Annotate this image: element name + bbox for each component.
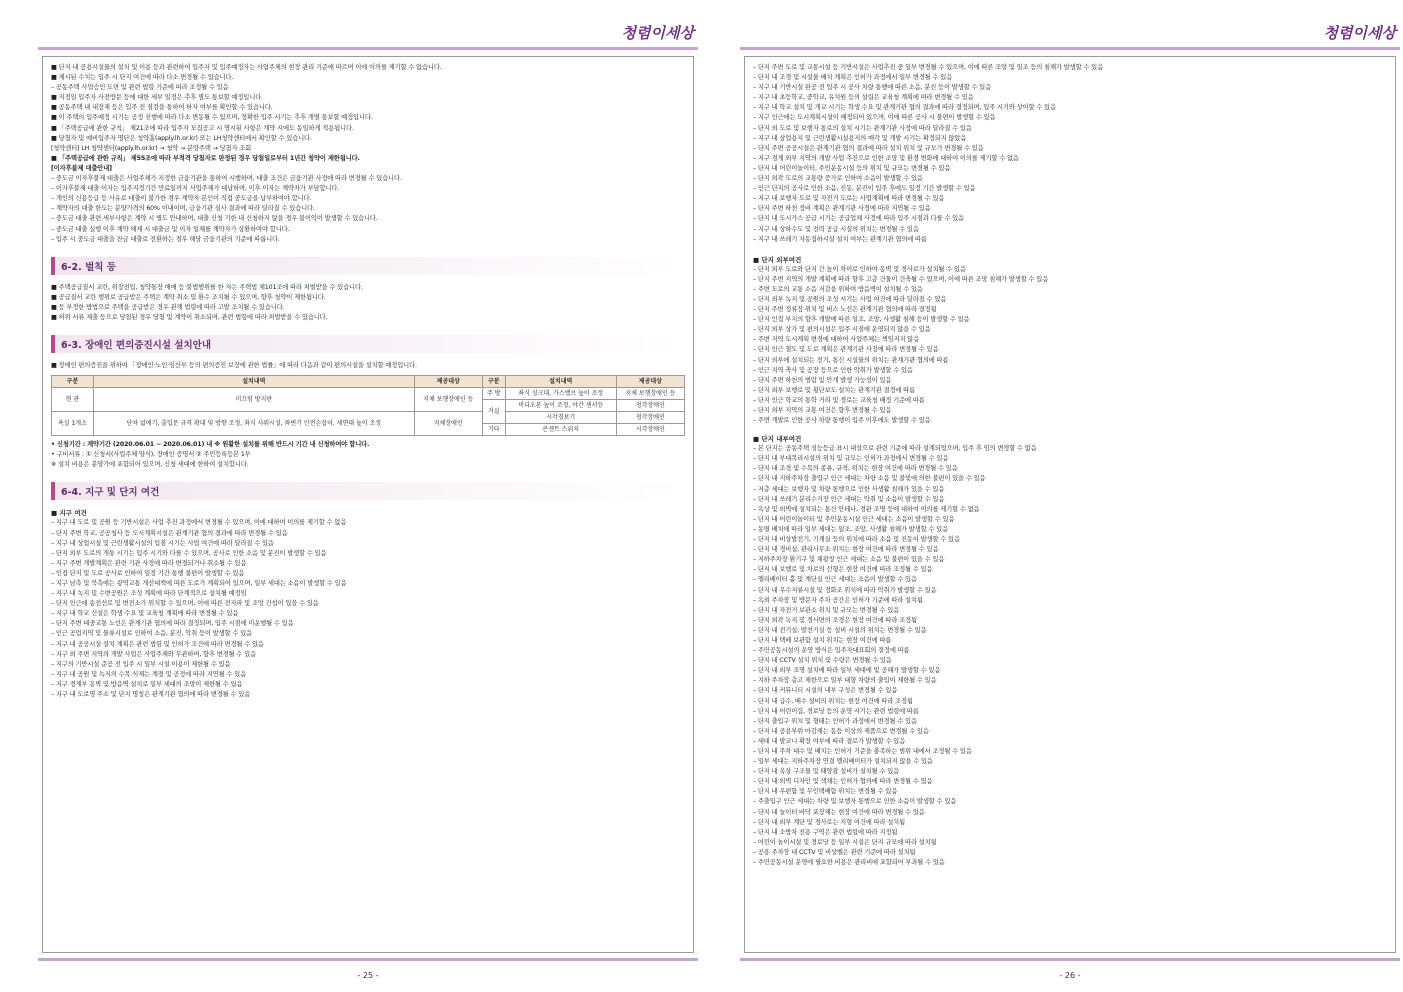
table-cell: 시각장애인 bbox=[616, 424, 684, 436]
list-item: – 단지 외곽 녹지 및 경사면의 조경은 현장 여건에 따라 조정됨 bbox=[753, 616, 917, 624]
list-item: – 단지 주변 하천 정비 계획은 관계기관 사정에 따라 지연될 수 있음 bbox=[753, 205, 931, 213]
facilities-table bbox=[51, 375, 685, 436]
list-item: – 단지 외 도로 및 보행자 통로의 설치 시기는 관계기관 사정에 따라 달라질 수 있음 bbox=[753, 124, 972, 132]
list-item: ■ 이 주택의 입주예정 시기는 공정 진행에 따라 다소 변동될 수 있으며, 정확한 입주 시기는 추후 개별 통보할 예정입니다. bbox=[51, 114, 373, 122]
list-item: – 단지 내 어린이놀이터, 주민운동시설 등의 위치 및 규모는 변경될 수 있음 bbox=[753, 164, 951, 172]
list-item: – 단지 내 주차 대수 및 배치는 인허가 기준을 충족하는 범위 내에서 조정될 수 있음 bbox=[753, 748, 972, 755]
list-item: – 주변 도로의 교통 소음 저감을 위하여 방음벽이 설치될 수 있음 bbox=[753, 285, 923, 293]
list-item: – 단지 외부 도로의 개통 시기는 입주 시기와 다를 수 있으며, 공사로 인한 소음 및 분진이 발생할 수 있음 bbox=[51, 549, 327, 557]
top-divider-left bbox=[38, 47, 698, 50]
list-item: – 동별 배치에 따라 일부 세대는 일조, 조망, 사생활 침해가 발생할 수 있음 bbox=[753, 525, 949, 533]
list-item: – 지구 내 공공시설 설치 계획은 관련 법령 및 인허가 조건에 따라 변경될 수 있음 bbox=[51, 640, 264, 648]
list-item: [이자후불제 대출안내] bbox=[51, 164, 112, 172]
table-cell: 지체 보행장애인 등 bbox=[616, 388, 684, 400]
list-item: – 지구 내 공원 및 녹지의 수목 식재는 계절 및 공정에 따라 지연될 수 있음 bbox=[51, 670, 247, 678]
list-item: – 일부 세대는 지하주차장 연결 엘리베이터가 설치되지 않을 수 있음 bbox=[753, 758, 933, 766]
list-item: – 단지 인접 부지의 향후 개발에 따른 일조, 조망, 사생활 침해 등이 발생할 수 있음 bbox=[753, 316, 970, 324]
disabled-notes bbox=[51, 440, 685, 470]
list-item: – 단지 내 부대복리시설의 위치 및 규모는 인허가 과정에서 변경될 수 있음 bbox=[753, 455, 949, 463]
list-item: – 단지 인근에 송전선로 및 변전소가 위치할 수 있으며, 이에 따른 전자파 및 조망 간섭이 있을 수 있음 bbox=[51, 600, 319, 608]
list-item: – 단지 주변 정류장 위치 및 버스 노선은 관계기관 협의에 따라 결정됨 bbox=[753, 306, 937, 314]
list-item: – 단지 외부에 설치되는 전기, 통신 시설물의 위치는 관계기관 협의에 따름 bbox=[753, 356, 949, 364]
list-item: – 단지 내 쓰레기 분리수거장 인근 세대는 악취 및 소음이 발생할 수 있음 bbox=[753, 495, 945, 503]
list-item: – 단지 내 자전거 보관소 위치 및 규모는 변경될 수 있음 bbox=[753, 606, 900, 614]
list-item: • 구비서류 : ① 신청서(사업주체 양식), 장애인 증명서 ② 주민등록등본 1부 bbox=[51, 451, 251, 459]
list-item: – 지구 외 주변 지역의 개발 사업은 사업주체와 무관하며, 향후 변경될 수 있음 bbox=[51, 650, 257, 658]
list-item: – 지구 인근에는 도시계획시설이 예정되어 있으며, 이에 따른 공사 시 불편이 발생할 수 있음 bbox=[753, 114, 996, 122]
table-cell: 주 방 bbox=[482, 388, 505, 400]
list-item: – 이자후불제 대출 이자는 입주지정기간 만료일까지 사업주체가 대납하며, 이후 이자는 계약자가 부담합니다. bbox=[51, 185, 340, 193]
list-item: – 공용 주차장 내 CCTV 및 비상벨은 관련 기준에 따라 설치됨 bbox=[753, 848, 916, 856]
list-item: – 계약자의 대출 한도는 분양가격의 60% 이내이며, 금융기관 심사 결과에 따라 달라질 수 있습니다. bbox=[51, 205, 315, 213]
list-item: – 세대 내 발코니 확장 여부에 따라 결로가 발생할 수 있음 bbox=[753, 737, 906, 745]
table-cell: 지체장애인 bbox=[414, 412, 482, 436]
bottom-divider-left bbox=[38, 958, 698, 961]
list-item: – 지구 내 녹지 및 수변공원은 조성 계획에 따라 단계적으로 설치될 예정임 bbox=[51, 590, 247, 598]
list-item: – 지구 내 학교 신설은 학생 수요 및 교육청 계획에 따라 변경될 수 있음 bbox=[51, 610, 239, 618]
page-number-left: - 25 - bbox=[357, 971, 379, 980]
list-item: – 단지 외곽 도로의 교통량 증가로 인하여 소음이 발생할 수 있음 bbox=[753, 175, 923, 183]
list-item: – 중도금 대출 관련 세부사항은 계약 시 별도 안내하며, 대출 신청 기한 내 신청하지 않을 경우 불이익이 발생할 수 있습니다. bbox=[51, 215, 378, 223]
right-page bbox=[740, 0, 1400, 992]
list-item: – 지하주차장 환기구 및 채광창 인근 세대는 소음 및 불편이 있을 수 있음 bbox=[753, 556, 945, 564]
disabled-lead bbox=[51, 361, 685, 371]
list-item: – 단지 외부 녹지 및 공원의 조성 시기는 사업 여건에 따라 달라질 수 있음 bbox=[753, 295, 947, 303]
list-item: – 지구 내 보행자 도로 및 자전거 도로는 사업계획에 따라 변경될 수 있음 bbox=[753, 195, 945, 203]
list-item: ■ 장애인 편의증진을 위하여 「장애인·노인·임산부 등의 편의증진 보장에 관한 법률」에 따라 다음과 같이 편의시설을 설치할 예정입니다. bbox=[51, 362, 417, 370]
list-item: – 단지 내 우수저류시설 및 정화조 위치에 따라 악취가 발생할 수 있음 bbox=[753, 586, 937, 594]
list-item: – 단지 내 소방차 전용 구역은 관련 법령에 따라 지정됨 bbox=[753, 828, 898, 836]
list-item: – 단지 내 외벽 디자인 및 색채는 인허가 협의에 따라 변경될 수 있음 bbox=[753, 778, 933, 786]
list-item: – 단지 내 택배 보관함 설치 위치는 현장 여건에 따름 bbox=[753, 636, 892, 644]
list-item: – 지구 내 도로명 주소 및 단지 명칭은 관계기관 협의에 따라 변경될 수 있음 bbox=[51, 691, 251, 699]
table-cell: 콘센트 스위치 bbox=[505, 424, 616, 436]
table-cell: 미끄럼 방지판 bbox=[93, 388, 414, 412]
list-item: – 단지 주변 도로 및 교통시설 등 기반시설은 사업추진 중 일부 변경될 수 있으며, 이에 따른 조망 및 일조 등의 침해가 발생할 수 있음 bbox=[753, 64, 1104, 71]
table-cell: 좌식 싱크대, 가스밸브 높이 조정 bbox=[505, 388, 616, 400]
list-item: – 지구 주변 개발계획은 관련 기관 사정에 따라 변경되거나 취소될 수 있음 bbox=[51, 559, 247, 567]
list-item: – 단지 외부 도로와 단지 간 높이 차이로 인하여 옹벽 및 경사로가 설치될 수 있음 bbox=[753, 265, 966, 273]
list-item: – 지구 내 학교 설치 및 개교 시기는 학생 수요 및 관계기관 협의 결과에 따라 결정되며, 입주 시기와 상이할 수 있음 bbox=[753, 104, 1056, 112]
list-item: – 단지 내 경비실, 관리사무소 위치는 현장 여건에 따라 변경될 수 있음 bbox=[753, 546, 939, 554]
list-item: – 인근 지역 축사 및 공장 등으로 인한 악취가 발생할 수 있음 bbox=[753, 366, 913, 374]
list-item: – 공동주택 사업승인 도면 및 관련 법령 기준에 따라 조정될 수 있음 bbox=[51, 84, 229, 92]
list-item: ■ 지정일 입주자 사전방문 등에 대한 세부 일정은 추후 별도 통보할 예정입니다. bbox=[51, 94, 263, 102]
list-item: – 지구 경계부 옹벽 및 방음벽 설치로 일부 세대의 조망이 제한될 수 있음 bbox=[51, 680, 243, 688]
list-item: – 옥외 주차장 및 방문자 주차 공간은 인허가 기준에 따라 설치됨 bbox=[753, 596, 923, 604]
list-item: – 단지 인근 철도 및 도로 계획은 관계기관 사정에 따라 변경될 수 있음 bbox=[753, 346, 939, 354]
table-header: 제공대상 bbox=[616, 376, 684, 388]
table-header: 설치내역 bbox=[505, 376, 616, 388]
exterior-list bbox=[753, 265, 1387, 427]
table-cell: 단차 없애기, 출입문 규격 확대 및 방향 조정, 좌식 샤워시설, 좌변기 안전손잡이, 세면대 높이 조정 bbox=[93, 412, 414, 436]
list-item: – 지구 내 기반시설 완공 전 입주 시 공사 차량 통행에 따른 소음, 분진 등이 발생할 수 있음 bbox=[753, 84, 992, 92]
list-item: – 인근 공업지역 및 물류시설로 인하여 소음, 분진, 악취 등이 발생할 수 있음 bbox=[51, 630, 252, 638]
list-item: – 단지 내 놀이터 바닥 포장재는 현장 여건에 따라 변경될 수 있음 bbox=[753, 808, 925, 816]
list-item: – 주출입구 인근 세대는 차량 및 보행자 통행으로 인한 소음이 발생할 수 있음 bbox=[753, 798, 957, 806]
table-cell: 비디오폰 높이 조정, 야간 센서등 bbox=[505, 400, 616, 412]
table-cell: 현 관 bbox=[52, 388, 94, 412]
table-cell: 욕실 1개소 bbox=[52, 412, 94, 436]
list-item: – 중도금 대출 실행 이후 계약 해제 시 대출금 및 이자 일체를 계약자가 상환하여야 합니다. bbox=[51, 225, 290, 233]
top-divider-right bbox=[740, 47, 1400, 50]
list-item: – 단지 주변 하천의 범람 및 안개 발생 가능성이 있음 bbox=[753, 376, 892, 384]
table-cell: 청각장애인 bbox=[616, 412, 684, 424]
table-header: 설치내역 bbox=[93, 376, 414, 388]
section-heading-penalty: 6-2. 벌칙 등 bbox=[51, 257, 685, 275]
list-item: – 주변 개발로 인한 공사 차량 통행이 입주 이후에도 발생할 수 있음 bbox=[753, 417, 931, 425]
table-header: 제공대상 bbox=[414, 376, 482, 388]
list-item: – 인접 단지 및 도로 공사로 인하여 일정 기간 통행 불편이 발생할 수 있음 bbox=[51, 569, 245, 577]
table-cell: 시각경보기 bbox=[505, 412, 616, 424]
list-item: – 단지 외부 지역의 교통 여건은 향후 변경될 수 있음 bbox=[753, 407, 892, 414]
list-item: – 옥상 및 외벽에 설치되는 통신 안테나, 경관 조명 등에 대하여 이의를 제기할 수 없음 bbox=[753, 505, 980, 513]
list-item: – 단지 내 비상발전기, 기계실 등의 위치에 따라 소음 및 진동이 발생할 수 있음 bbox=[753, 536, 960, 544]
exterior-subtitle: ■ 단지 외부여건 bbox=[753, 255, 802, 264]
list-item: – 저층 세대는 보행자 및 차량 통행으로 인한 사생활 침해가 있을 수 있음 bbox=[753, 485, 945, 493]
list-item: – 단지 주변 대중교통 노선은 관계기관 협의에 따라 결정되며, 입주 시점에 미운행될 수 있음 bbox=[51, 620, 294, 628]
list-item: ■ 공급질서 교란 행위로 공급받은 주택은 계약 취소 및 환수 조치될 수 있으며, 향후 청약이 제한됩니다. bbox=[51, 293, 326, 301]
list-item: – 단지 내 옥상 구조물 및 태양광 설비가 설치될 수 있음 bbox=[753, 768, 900, 776]
list-item: – 지구 내 상업용지 및 근린생활시설용지의 매각 및 개발 시기는 확정되지 않았음 bbox=[753, 134, 967, 142]
table-header-row bbox=[52, 376, 685, 388]
list-item: ■ 허위 서류 제출 등으로 당첨된 경우 당첨 및 계약이 취소되며, 관련 법령에 따라 처벌받을 수 있습니다. bbox=[51, 313, 328, 321]
table-header: 구분 bbox=[52, 376, 94, 388]
list-item: – 주변 지역 도시계획 변경에 대하여 사업주체는 책임지지 않음 bbox=[753, 336, 920, 344]
list-item: – 단지 주변 공공시설은 관계기관 협의 결과에 따라 설치 위치 및 규모가 변경될 수 있음 bbox=[753, 144, 984, 152]
list-item: ■ 「주택공급에 관한 규칙」 제21조에 따라 입주자 모집공고 시 명시된 사항은 계약 시에도 동일하게 적용됩니다. bbox=[51, 124, 354, 132]
list-item: – 단지 외부 상가 및 편의시설은 입주 시점에 운영되지 않을 수 있음 bbox=[753, 326, 931, 334]
list-item: – 단지 출입구 위치 및 형태는 인허가 과정에서 변경될 수 있음 bbox=[753, 717, 917, 725]
right-content-frame bbox=[744, 56, 1396, 953]
list-item: ■ 당첨자 및 예비입주자 명단은 청약홈(apply.lh.or.kr) 또는 LH청약센터에서 확인할 수 있습니다. bbox=[51, 134, 312, 142]
list-item: – 지구의 기반시설 준공 전 입주 시 일부 시설 이용이 제한될 수 있음 bbox=[51, 660, 231, 668]
list-item: – 단지 내 공용부위 마감재는 동등 이상의 제품으로 변경될 수 있음 bbox=[753, 727, 929, 735]
list-item: – 단지 내 커뮤니티 시설의 내부 구성은 변경될 수 있음 bbox=[753, 687, 898, 695]
list-item: – 단지 내 도시가스 공급 시기는 공급업체 사정에 따라 입주 시점과 다를 수 있음 bbox=[753, 215, 964, 223]
list-item: – 단지 내 지하주차장 출입구 인근 세대는 차량 소음 및 불빛에 의한 불편이 있을 수 있음 bbox=[753, 475, 986, 483]
list-item: – 단지 외부 보행로 및 횡단보도 설치는 관계기관 결정에 따름 bbox=[753, 386, 916, 394]
list-item: – 단지 내 우편함 및 무인택배함 위치는 변경될 수 있음 bbox=[753, 788, 898, 796]
list-item: ■ 제시된 수치는 입주 시 단지 여건에 따라 다소 변경될 수 있습니다. bbox=[51, 74, 234, 82]
list-item: – 입주 시 중도금 대출을 잔금 대출로 전환하는 경우 해당 금융기관의 기준에 따릅니다. bbox=[51, 235, 280, 243]
site-list bbox=[51, 518, 685, 700]
bottom-divider-right bbox=[740, 958, 1400, 961]
list-item: – 지구 내 초등학교, 중학교, 유치원 등의 설립은 교육청 계획에 따라 변경될 수 있음 bbox=[753, 94, 974, 102]
logo-left: 청렴이세상 bbox=[621, 24, 694, 42]
list-item: – 단지 내 외부 계단 및 경사로는 지형 여건에 따라 설치됨 bbox=[753, 818, 906, 826]
list-item: ■ 「주택공급에 관한 규칙」 제55조에 따라 부적격 당첨자로 판정된 경우 당첨일로부터 1년간 청약이 제한됩니다. bbox=[51, 154, 360, 162]
list-item: – 어린이 놀이시설 및 경로당 등 일부 시설은 단지 규모에 따라 설치됨 bbox=[753, 838, 937, 846]
list-item: – 주민공동시설 운영에 필요한 비용은 관리비에 포함되어 부과될 수 있음 bbox=[753, 859, 945, 867]
list-item: – 단지 내 전기실, 발전기실 등 설비 시설의 위치는 변경될 수 있음 bbox=[753, 626, 927, 634]
section-heading-disabled-facilities: 6-3. 장애인 편의증진시설 설치안내 bbox=[51, 335, 685, 353]
list-item: – 지하 주차장 층고 제한으로 일부 대형 차량의 출입이 제한될 수 있음 bbox=[753, 677, 937, 685]
list-item: – 지구 내 쓰레기 자동집하시설 설치 여부는 관계기관 협의에 따름 bbox=[753, 235, 927, 243]
list-item: ■ 주택공급질서 교란, 위장전입, 청약통장 매매 등 불법행위를 한 자는 주택법 제101조에 따라 처벌받을 수 있습니다. bbox=[51, 283, 363, 291]
list-item: • 신청기간 : 계약기간 (2020.06.01 ~ 2020.06.01) 내 ※ 원활한 설치를 위해 반드시 기간 내 신청하여야 합니다. bbox=[51, 441, 370, 449]
page-number-right: - 26 - bbox=[1059, 971, 1081, 980]
list-item: – 지구 내 도로 및 공원 등 기반시설은 사업 추진 과정에서 변경될 수 있으며, 이에 대하여 이의를 제기할 수 없음 bbox=[51, 519, 347, 527]
site-subtitle: ■ 지구 여건 bbox=[51, 509, 87, 518]
list-item: – 단지 내 급수, 배수 설비의 위치는 현장 여건에 따라 조정됨 bbox=[753, 697, 913, 705]
interior-subtitle: ■ 단지 내부여건 bbox=[753, 435, 802, 444]
list-item: – 본 단지는 공동주택 성능등급 표시 대상으로 관련 기준에 따라 설계되었으며, 입주 후 임의 변경할 수 없음 bbox=[753, 445, 1037, 453]
left-content-frame bbox=[42, 56, 694, 953]
table-row bbox=[52, 388, 685, 400]
list-item: – 단지 인근 학교의 통학 거리 및 경로는 교육청 배정 기준에 따름 bbox=[753, 396, 925, 404]
list-item: – 단지 내 조경 및 시설물 배치 계획은 인허가 과정에서 일부 변경될 수 있음 bbox=[753, 74, 953, 82]
list-item: – 단지 주변 학교, 공공청사 등 도시계획시설은 관계기관 협의 결과에 따라 변경될 수 있음 bbox=[51, 529, 288, 537]
site-list-continued bbox=[753, 63, 1387, 245]
list-item: – 지구 남측 및 북측에는 광역교통 개선대책에 따른 도로가 계획되어 있으며, 일부 세대는 소음이 발생할 수 있음 bbox=[51, 580, 347, 587]
table-header: 구분 bbox=[482, 376, 505, 388]
table-cell: 청각장애인 bbox=[616, 400, 684, 412]
list-item: – 단지 내 CCTV 설치 위치 및 수량은 변경될 수 있음 bbox=[753, 657, 892, 665]
list-item: – 단지 내 조경 및 수목의 종류, 규격, 위치는 현장 여건에 따라 변경될 수 있음 bbox=[753, 465, 958, 473]
penalty-list bbox=[51, 283, 685, 323]
table-cell: 지체 보행장애인 등 bbox=[414, 388, 482, 412]
logo-right: 청렴이세상 bbox=[1323, 24, 1396, 42]
list-item: – 주민공동시설의 운영 방식은 입주자대표회의 결정에 따름 bbox=[753, 647, 910, 655]
intro-list bbox=[51, 63, 685, 245]
list-item: – 개인의 신용등급 등 사유로 대출이 불가한 경우 계약자 본인이 직접 중도금을 납부하여야 합니다. bbox=[51, 195, 312, 203]
list-item: – 중도금 이자후불제 대출은 사업주체가 지정한 금융기관을 통하여 시행하며, 대출 조건은 금융기관 사정에 따라 변경될 수 있습니다. bbox=[51, 175, 402, 183]
list-item: ■ 등 부정한 방법으로 주택을 공급받은 경우 관계 법령에 따라 고발 조치될 수 있습니다. bbox=[51, 303, 285, 311]
list-item: – 지구 경계 외부 지역의 개발 사업 추진으로 인한 조망 및 환경 변화에 대하여 이의를 제기할 수 없음 bbox=[753, 154, 1019, 162]
list-item: – 지구 내 상업시설 및 근린생활시설의 입점 시기는 사업 여건에 따라 달라질 수 있음 bbox=[51, 539, 274, 547]
list-item: – 단지 주변 지역의 개발 계획에 따라 향후 고층 건물이 건축될 수 있으며, 이에 따른 조망 침해가 발생할 수 있음 bbox=[753, 275, 1049, 283]
list-item: ■ 단지 내 공용시설물의 설치 및 이용 등과 관련하여 입주자 및 입주예정자는 사업주체의 현장 관리 기준에 따르며 이에 이의를 제기할 수 없습니다. bbox=[51, 64, 442, 71]
list-item: – 단지 내 외부 조명 설치에 따라 일부 세대에 빛 공해가 발생할 수 있음 bbox=[753, 667, 941, 675]
left-page bbox=[38, 0, 698, 992]
list-item: – 엘리베이터 홀 및 계단실 인근 세대는 소음이 발생할 수 있음 bbox=[753, 576, 917, 584]
list-item: [청약센터] LH 청약센터(apply.lh.or.kr) → 청약 → 분양주택 → 당첨자 조회 bbox=[51, 144, 252, 152]
interior-list bbox=[753, 444, 1387, 868]
table-row bbox=[52, 412, 685, 424]
table-cell: 거실 bbox=[482, 400, 505, 424]
list-item: ■ 공동주택 내 내장재 등은 입주 전 점검을 통하여 하자 여부를 확인할 수 있습니다. bbox=[51, 104, 273, 112]
list-item: ※ 설치 비용은 분양가에 포함되어 있으며, 신청 세대에 한하여 설치합니다. bbox=[51, 461, 249, 469]
section-heading-site-conditions: 6-4. 지구 및 단지 여건 bbox=[51, 482, 685, 500]
list-item: – 인근 단지의 공사로 인한 소음, 진동, 분진이 입주 후에도 일정 기간 발생할 수 있음 bbox=[753, 185, 976, 193]
list-item: – 단지 내 어린이놀이터 및 주민운동시설 인근 세대는 소음이 발생할 수 있음 bbox=[753, 515, 955, 523]
list-item: – 단지 내 보행로 및 차로의 선형은 현장 여건에 따라 조정될 수 있음 bbox=[753, 566, 933, 574]
list-item: – 단지 내 어린이집, 경로당 등의 운영 시기는 관련 법령에 따름 bbox=[753, 707, 919, 715]
list-item: – 지구 내 상하수도 및 전력 공급 시설의 위치는 변경될 수 있음 bbox=[753, 225, 919, 233]
table-cell: 기타 bbox=[482, 424, 505, 436]
